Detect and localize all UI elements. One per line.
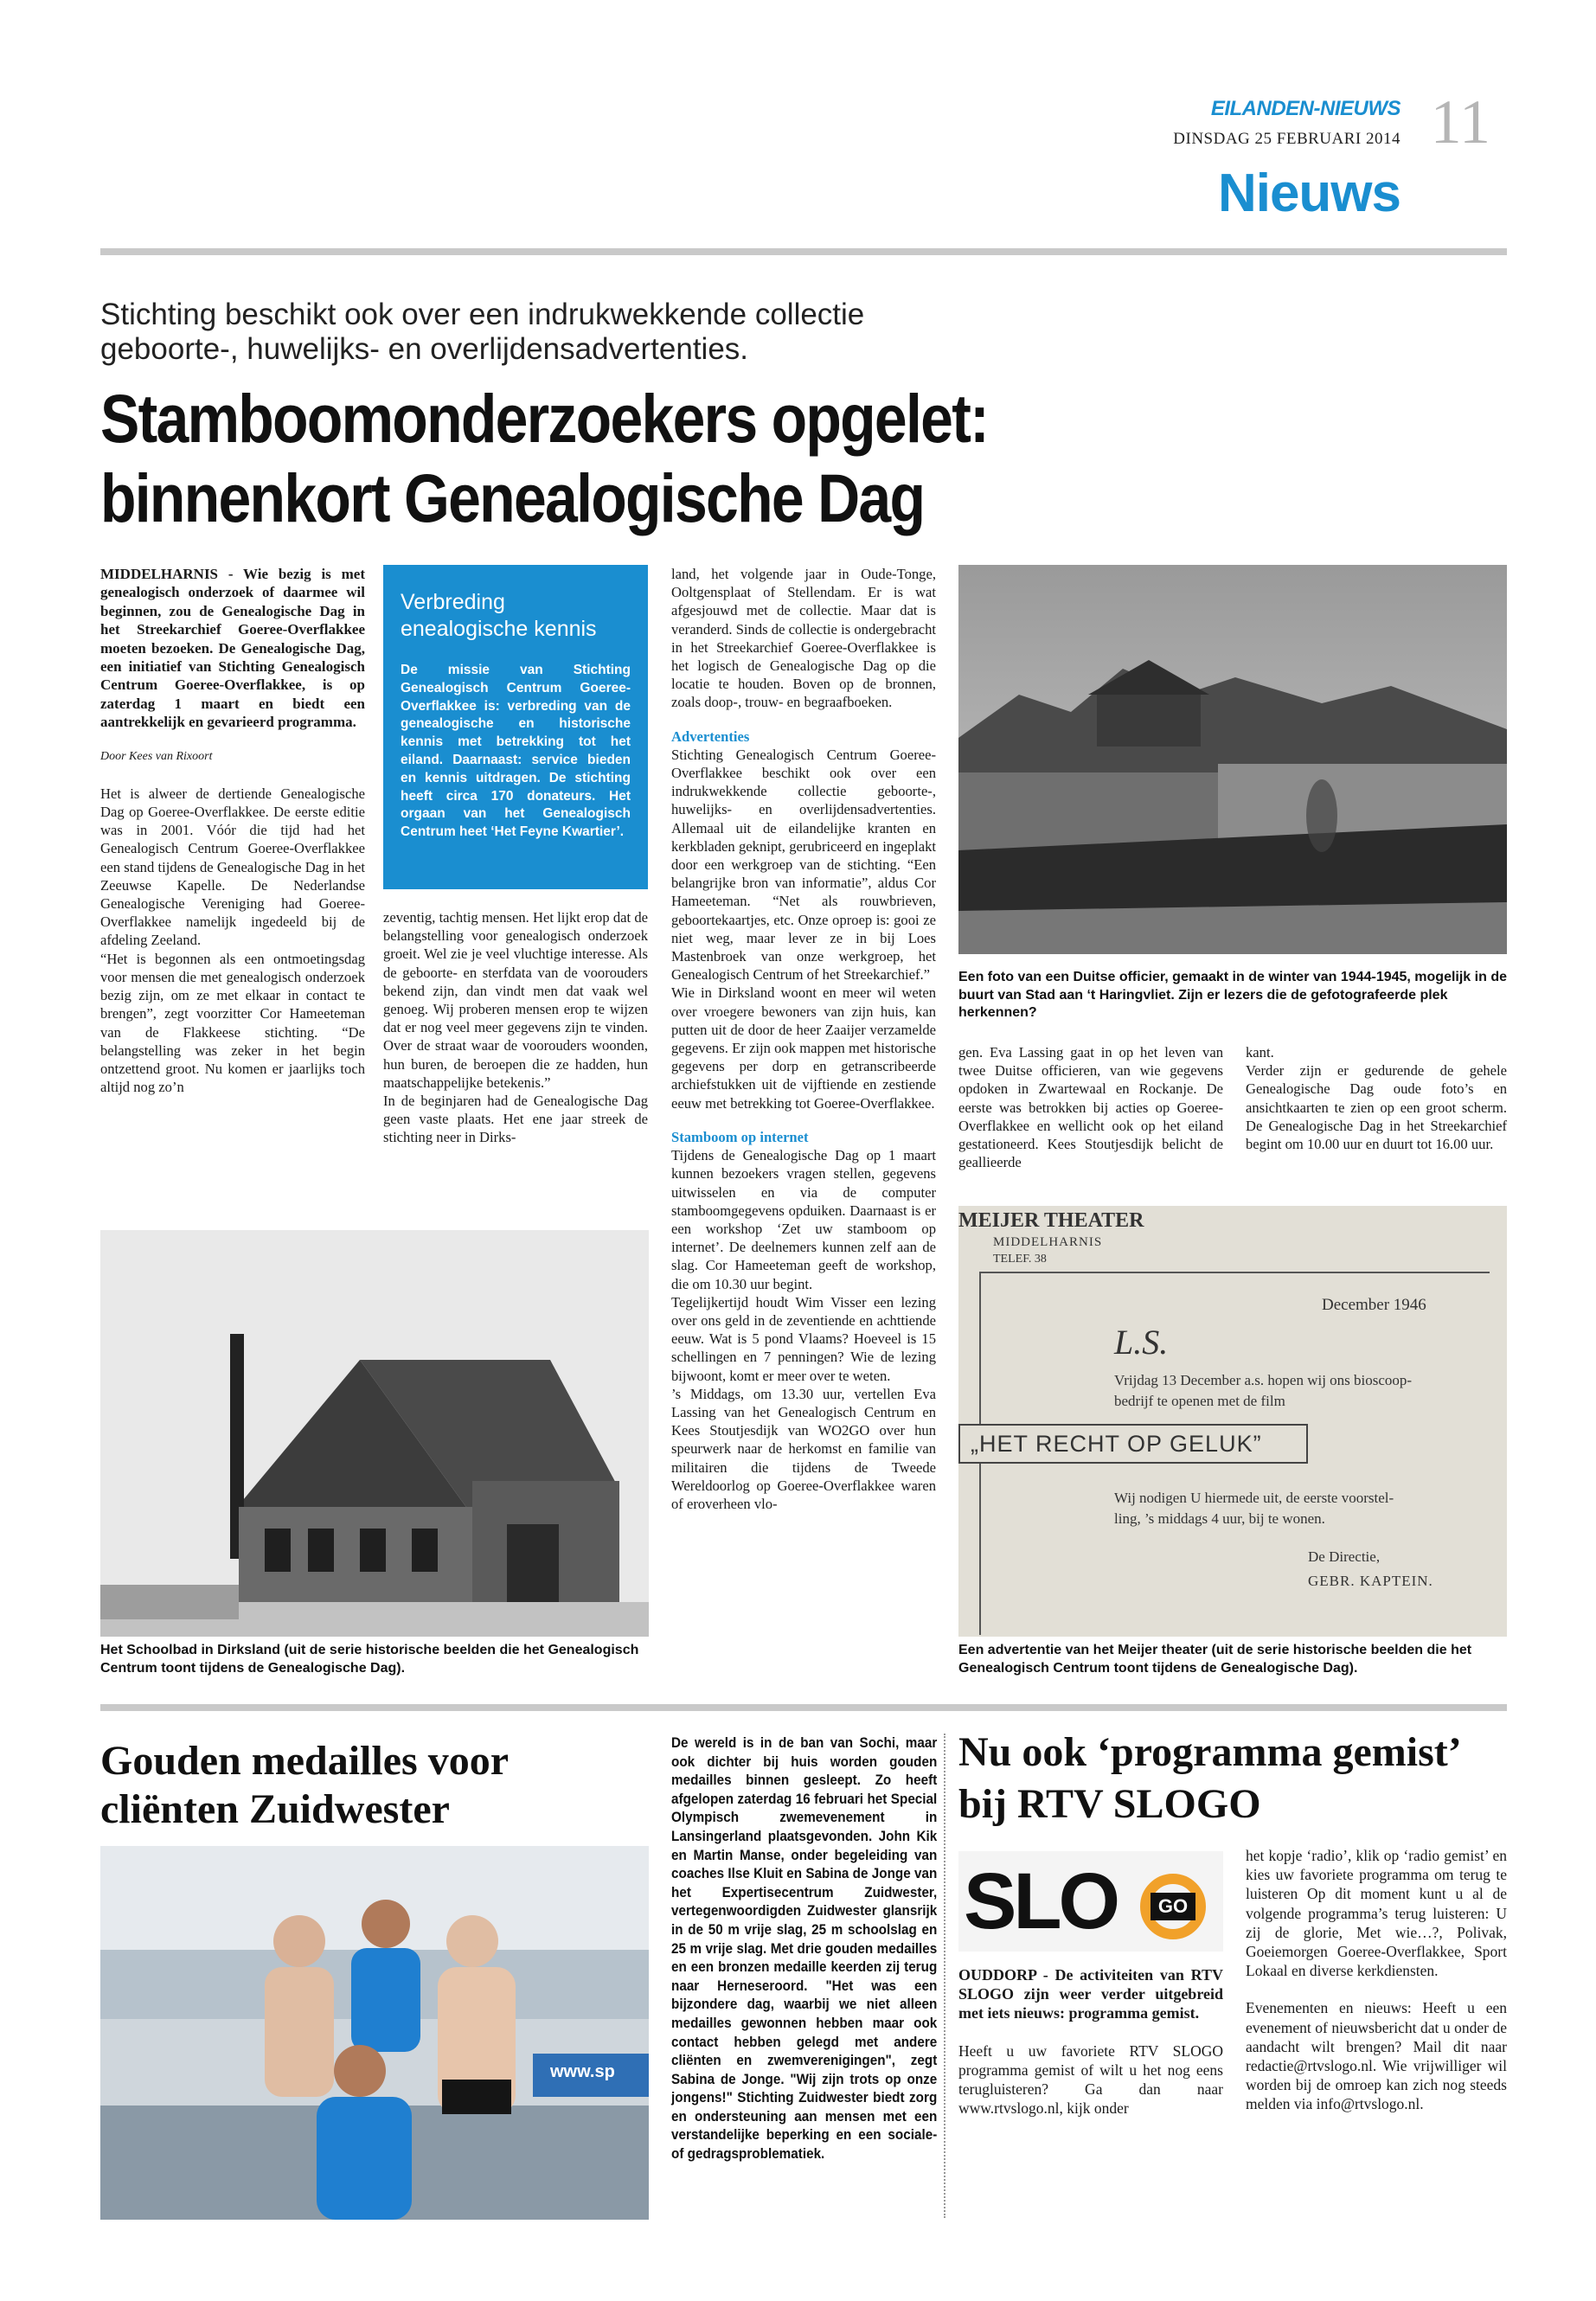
rtv-headline-line-2: bij RTV SLOGO [958,1781,1261,1827]
school-photo [100,1230,649,1637]
column-divider [944,1734,945,2218]
rtv-lead: OUDDORP - De activiteiten van RTV SLOGO zijn weer verder uitgebreid met iets nieuws: programma gemist. [958,1966,1223,2022]
ad-line-1: Vrijdag 13 December a.s. hopen wij ons bioscoop- [1114,1372,1413,1388]
article-headline [100,379,1067,538]
headline-line-1: Stamboomonderzoekers opgelet: [100,380,989,457]
school-building-illustration [100,1230,649,1637]
article-byline: Door Kees van Rixoort [100,749,213,763]
theater-ad-caption: Een advertentie van het Meijer theater (uit de serie historische beelden die het Genealogisch Centrum toont tijdens de Genealogische Dag). [958,1643,1472,1676]
logo-badge: GO [1151,1893,1195,1920]
theater-name: MEIJER THEATER [958,1209,1144,1232]
paragraph: Tegelijkertijd houdt Wim Visser een lezing over ons geld in de zeventiende en achttiende eeuw. Wat is 5 pond Vlaams? Hoeveel is 15 schellingen en 7 penningen? Wie de lezing bijwoont, komt er meer over te weten. [671,1293,936,1384]
paragraph: land, het volgende jaar in Oude-Tonge, Ooltgensplaat of Stellendam. Er is wat afgesjouwd met de collectie. Maar dat is veranderd. Sinds de collectie is ondergebracht in het Streekarchief Goeree-Overflakkee is het logisch de Genealogische Dag op die locatie te houden. Boven op de bronnen, zoals doop-, trouw- en begraafboeken. [671,566,936,711]
article-column-4 [958,1043,1223,1171]
paragraph: kant. [1246,1044,1274,1061]
officer-photo-caption: Een foto van een Duitse officier, gemaakt in de winter van 1944-1945, mogelijk in de buurt van Stad aan ‘t Haringvliet. Zijn er lezers die de gefotografeerde plek herkennen? [958,970,1507,1020]
paragraph: In de beginjaren had de Genealogische Dag geen vaste plaats. Het ene jaar streek de stichting neer in Dirks- [383,1093,648,1146]
theater-phone: TELEF. 38 [993,1253,1047,1266]
article-column-2 [383,908,648,1147]
medals-headline-line-1: Gouden medailles voor [100,1738,510,1784]
paragraph: Verder zijn er gedurende de gehele Genealogische Dag oude foto’s en ansichtkaarten te zien op een groot scherm. De Genealogische Dag in het Streekarchief begint om 10.00 uur en duurt tot 16.00 uur. [1246,1062,1507,1153]
paragraph: Tijdens de Genealogische Dag op 1 maart kunnen bezoekers vragen stellen, gegevens uitwisselen en via de computer stamboomgegevens opduiken. Daarnaast is er een workshop ‘Zet uw stamboom op internet’. De deelnemers kunnen zelf aan de slag. Cor Hameeteman geeft de workshop, die om 10.30 uur begint. [671,1147,936,1292]
top-rule [100,248,1507,255]
headline-line-2: binnenkort Genealogische Dag [100,459,925,536]
article-column-3 [671,565,936,1513]
officer-photo [958,565,1507,954]
sidebar-title: Verbreding enealogische kennis [401,590,597,641]
bottom-rule [100,1704,1507,1711]
ad-line-2: bedrijf te openen met de film [1114,1393,1285,1409]
rtv-headline [958,1727,1512,1830]
paragraph: gen. Eva Lassing gaat in op het leven van twee Duitse officieren, van wie gegevens opdoken in Zwartewaal en Rockanje. De eerste was betrokken bij acties op Goeree-Overflakkee en wellicht ook op het eiland gestationeerd. Kees Stoutjesdijk belicht de geallieerde [958,1044,1223,1171]
ad-date: December 1946 [1322,1296,1426,1314]
paragraph: Het is alweer de dertiende Genealogische Dag op Goeree-Overflakkee. De eerste editie was in 2001. Vóór die tijd had het Genealogisch Centrum Goeree-Overflakkee een stand tijdens de Genealogische Dag in het Zeeuwse Kapelle. De Nederlandse Genealogische Vereniging had Goeree-Overflakkee namelijk ingedeeld bij de afdeling Zeeland. [100,785,365,949]
rtv-column-1 [958,1965,1223,2118]
medals-body: De wereld is in de ban van Sochi, maar ook dichter bij huis worden gouden medailles binnen gesleept. Zo heeft afgelopen zaterdag 16 februari het Special Olympisch zwemevenement in Lansingerland plaatsgevonden. John Kik en Martin Manse, onder begeleiding van coaches Ilse Kluit en Sabina de Jonge van het Expertisecentrum Zuidwester, vertegenwoordigden Zuidwester glansrijk in de 50 m vrije slag, 25 m schoolslag en 25 m vrije slag. Met drie gouden medailles en een bronzen medaille keerden zij terug naar Herneseroord. "Het was een bijzondere dag, waarbij we niet alleen medailles gewonnen hebben maar ook contact hebben gelegd met andere cliënten en zwemverenigingen", zegt Sabina de Jonge. "Wij zijn trots op onze jongens!" Stichting Zuidwester biedt zorg en ondersteuning aan mensen met een verstandelijke beperking en een sociale- of gedragsproblematiek. [671,1734,938,2163]
swimmers-illustration [100,1846,649,2220]
page-number: 11 [1430,87,1490,157]
article-lead: MIDDELHARNIS - Wie bezig is met genealogisch onderzoek of daarmee wil beginnen, zou de Genealogische Dag in het Streekarchief Goeree-Overflakkee moeten bezoeken. De Genealogische Dag, een initiatief van Stichting Genealogisch Centrum Goeree-Overflakkee, is op zaterdag 1 maart en biedt een aantrekkelijk en gevarieerd programma. [100,566,365,731]
medals-photo [100,1846,649,2220]
rtv-slogo-logo [958,1851,1223,1952]
rtv-column-2 [1246,1846,1507,2114]
paragraph: Heeft u uw favoriete RTV SLOGO programma gemist of wilt u het nog eens terugluisteren? Ga dan naar www.rtvslogo.nl, kijk onder [958,2041,1223,2118]
paragraph: zeventig, tachtig mensen. Het lijkt erop dat de belangstelling voor genealogisch onderzoek groeit. Wel zie je veel vluchtige interesse. Als de geboorte- en sterfdata van de voorouders bekend zijn, dan vindt men dat vaak wel genoeg. Wij proberen mensen erop te wijzen dat er nog veel meer gegevens zijn te vinden. Over de straat waar de voorouders woonden, hun buren, de beroepen die ze hadden, hun maatschappelijke betekenis.” [383,909,648,1091]
paragraph: “Het is begonnen als een ontmoetingsdag voor mensen die met genealogisch onderzoek bezig zijn, om ze met elkaar in contact te brengen”, zegt voorzitter Cor Hameeteman van de Flakkeese stichting. “De belangstelling was zeker in het begin ontzettend groot. Nu komen er jaarlijks toch altijd nog zo’n [100,950,365,1096]
school-photo-caption: Het Schoolbad in Dirksland (uit de serie historische beelden die het Genealogisch Centrum toont tijdens de Genealogische Dag). [100,1643,639,1676]
theater-place: MIDDELHARNIS [993,1235,1103,1249]
article-column-5 [1246,1043,1507,1153]
paragraph: Wie in Dirksland woont en meer wil weten over vroegere bewoners van zijn huis, kan putten uit de door de heer Zaaijer verzamelde gegevens. Er zijn ook mappen met historische gegevens per dorp en getranscribeerde archiefstukken uit de vijftiende en zestiende eeuw met betrekking tot Goeree-Overflakkee. [671,984,936,1112]
paragraph: Evenementen en nieuws: Heeft u een evenement of nieuwsbericht dat u onder de aandacht wilt brengen? Mail dit naar redactie@rtvslogo.nl. Wie vrijwilliger wil worden bij de omroep kan zich nog steeds melden via info@rtvslogo.nl. [1246,1999,1507,2113]
medals-headline [100,1737,654,1834]
paragraph: ’s Middags, om 13.30 uur, vertellen Eva Lassing van het Genealogisch Centrum en Kees Stoutjesdijk van WO2GO over hun speurwerk naar de herkomst en familie van militairen die tijdens de Tweede Wereldoorlog op Goeree-Overflakkee waren of eroverheen vlo- [671,1385,936,1512]
theater-advertisement [958,1206,1507,1637]
paragraph: het kopje ‘radio’, klik op ‘radio gemist’ en kies uw favoriete programma om terug te luisteren Op dit moment kunt u al de volgende programma’s terug luisteren: U zij de glorie, Met wie…?, Polivak, Goeiemorgen Goeree-Overflakkee, Sport Lokaal en diverse kerkdiensten. [1246,1847,1507,1980]
ad-signature-1: De Directie, [1308,1548,1381,1565]
intertitle-advertenties: Advertenties [671,727,750,745]
ad-line-3: Wij nodigen U hiermede uit, de eerste voorstel- [1114,1490,1394,1506]
ad-signature-2: GEBR. KAPTEIN. [1308,1573,1433,1589]
masthead-brand: EILANDEN-NIEUWS [1210,97,1401,120]
medals-headline-line-2: cliënten Zuidwester [100,1786,450,1832]
intertitle-stamboom: Stamboom op internet [671,1128,809,1145]
logo-text: SLO [964,1857,1118,1945]
paragraph: Stichting Genealogisch Centrum Goeree-Overflakkee beschikt ook over een indrukwekkende collectie geboorte-, huwelijks- en overlijdensadvertenties. Allemaal uit de eilandelijke kranten en kerkbladen geknipt, gerubriceerd en ingeplakt door een werkgroep van de stichting. “Een belangrijke bron van informatie”, aldus Cor Hameeteman. “Net als rouwbrieven, geboortekaartjes, etc. Onze oproep is: gooi ze niet weg, maar lever ze in bij Loes Mastenbroek van onze werkgroep, het Genealogisch Centrum of het Streekarchief.” [671,746,936,984]
photo-banner-text: www.sp [550,2062,615,2081]
sidebar-body: De missie van Stichting Genealogisch Centrum Goeree-Overflakkee is: verbreding van de genealogische en historische kennis met betrekking tot het eiland. Daarnaast: service bieden en kennis uitdragen. De stichting heeft circa 170 donateurs. Het orgaan van het Genealogisch Centrum heet ‘Het Feyne Kwartier’. [401,663,631,840]
landscape-illustration [958,565,1507,954]
ad-line-4: ling, ’s middags 4 uur, bij te wonen. [1114,1510,1325,1527]
article-subheadline: Stichting beschikt ook over een indrukwekkende collectie geboorte-, huwelijks- en overlijdensadvertenties. [100,298,865,366]
masthead-date: DINSDAG 25 FEBRUARI 2014 [1173,130,1401,148]
rtv-headline-line-1: Nu ook ‘programma gemist’ [958,1729,1462,1775]
info-sidebar [383,565,648,889]
ad-salutation: L.S. [1114,1323,1169,1362]
ad-film-title: „HET RECHT OP GELUK” [958,1424,1308,1464]
section-title: Nieuws [1217,163,1401,223]
article-column-1 [100,565,365,1096]
